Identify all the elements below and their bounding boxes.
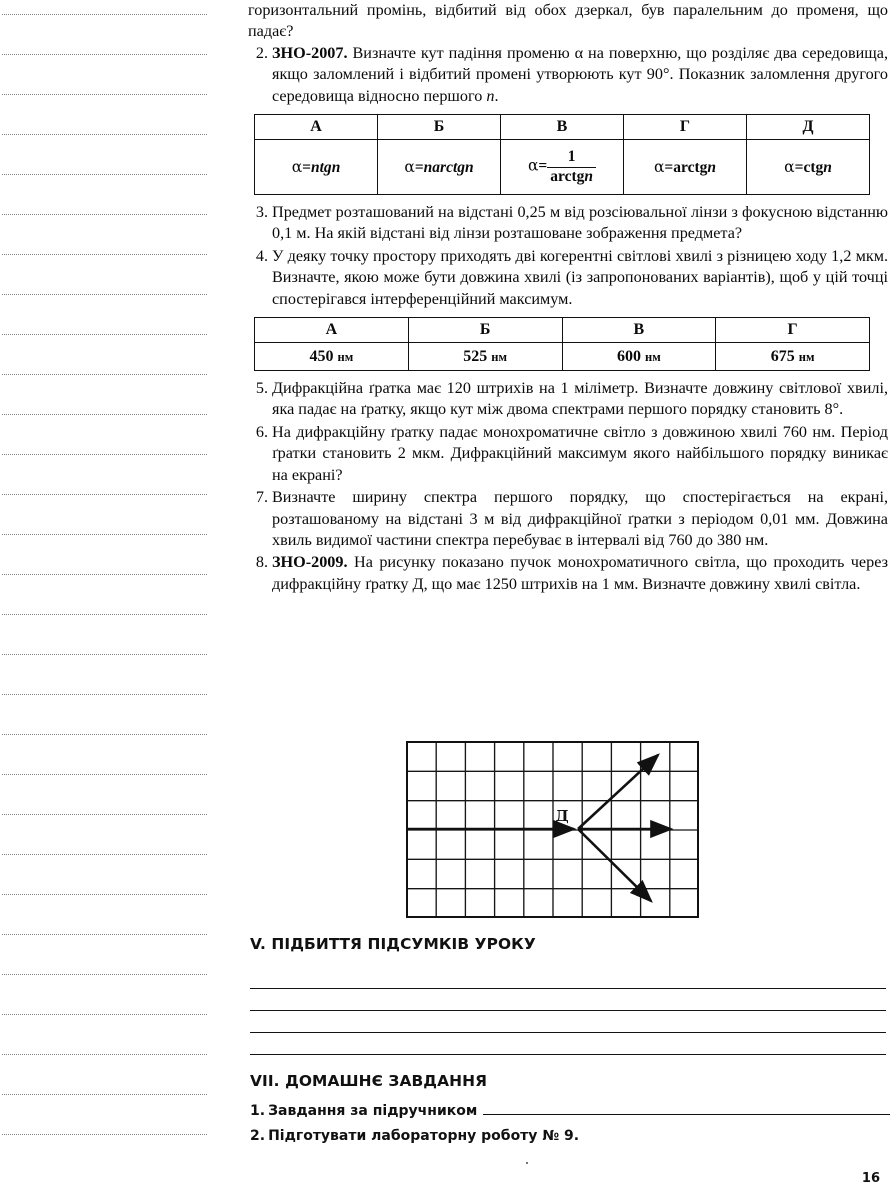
margin-rule	[2, 654, 207, 655]
exercise-text	[272, 552, 888, 595]
formula-g: α=arctgn	[653, 157, 717, 176]
table-row	[255, 343, 870, 371]
homework-item-number: 2.	[250, 1128, 266, 1144]
margin-rule	[2, 774, 207, 775]
grating-label: Д	[555, 807, 569, 825]
exercise-lead: ЗНО-2009.	[272, 553, 348, 572]
margin-rule	[2, 494, 207, 495]
table-header-cell: Г	[624, 115, 747, 140]
page-number: 16	[861, 1171, 880, 1186]
exercise-body: Визначте кут падіння променю α на поверхню, що розділяє два середовища, якщо заломлений і відбитий промені утворюють кут 90°. Показник заломлення другого середовища відносно першого	[272, 43, 888, 105]
unit-label: нм	[798, 349, 815, 364]
margin-rule	[2, 574, 207, 575]
upper-diffracted-beam-arrow	[578, 755, 658, 829]
margin-rule	[2, 14, 207, 15]
exercise-number: 5.	[255, 379, 268, 398]
homework-item-number: 1.	[250, 1103, 266, 1119]
writing-line	[250, 988, 886, 989]
table-cell-formula-b	[378, 140, 501, 195]
margin-rule	[2, 94, 207, 95]
exercise-number: 4.	[255, 246, 268, 265]
exercise-item	[248, 487, 888, 551]
summary-writing-lines	[250, 988, 886, 1055]
summary-section	[250, 935, 890, 953]
table-cell-wavelength: 675 нм	[716, 343, 870, 371]
answer-table-formulas	[254, 114, 870, 195]
exercise-body: У деяку точку простору приходять дві когерентні світлові хвилі з різницею ходу 1,2 мкм. Визначте, якою може бути довжина хвилі (із запропонованих варіантів), щоб у цій точці спостерігався інтерференційний максимум.	[272, 246, 888, 308]
exercise-tail: .	[494, 86, 499, 105]
exercise-body: Предмет розташований на відстані 0,25 м від розсіювальної лінзи з фокусною відстанню 0,1 м. На якій відстані від лінзи розташоване зображення предмета?	[272, 203, 888, 243]
homework-answer-rule	[483, 1114, 890, 1115]
table-header-row	[255, 318, 870, 343]
exercise-item	[248, 43, 888, 107]
fraction: $\frac{1}{\text{arctgn}}$	[547, 149, 596, 185]
intro-paragraph: горизонтальний промінь, відбитий від обох дзеркал, був паралельним до променя, що падає?	[248, 1, 888, 41]
margin-ruled-lines	[0, 0, 222, 1200]
figure-svg	[406, 741, 702, 919]
table-header-cell: А	[255, 115, 378, 140]
summary-heading: V. ПІДБИТТЯ ПІДСУМКІВ УРОКУ	[250, 935, 536, 953]
formula-v: α= $\frac{1}{\text{arctgn}}$	[528, 149, 596, 185]
formula-d: α=ctgn	[784, 157, 832, 176]
unit-label: нм	[645, 349, 661, 364]
exercise-item	[248, 246, 888, 310]
table-cell-formula-d	[747, 140, 870, 195]
table-cell-wavelength: 600 нм	[562, 343, 716, 371]
margin-rule	[2, 454, 207, 455]
margin-rule	[2, 854, 207, 855]
margin-rule	[2, 534, 207, 535]
margin-rule	[2, 974, 207, 975]
exercise-body: На дифракційну ґратку падає монохроматичне світло з довжиною хвилі 760 нм. Період ґратки становить 2 мкм. Дифракційний максимум якого найбільшого порядку виникає на екрані?	[272, 422, 888, 484]
exercise-var: n	[486, 86, 495, 105]
exercise-item	[248, 552, 888, 595]
exercise-body: Визначте ширину спектра першого порядку, що спостерігається на екрані, розташованому на відстані 3 м від дифракційної ґратки з періодом 0,01 мм. Довжина хвиль видимої частини спектра перебуває в інтервалі від 760 до 380 нм.	[272, 488, 888, 549]
homework-heading: VII. ДОМАШНЄ ЗАВДАННЯ	[250, 1072, 488, 1090]
formula-a: α=ntgn	[291, 157, 341, 176]
exercise-item	[248, 422, 888, 486]
table-header-cell: В	[501, 115, 624, 140]
table-header-cell: Б	[378, 115, 501, 140]
homework-item-text: Підготувати лабораторну роботу № 9.	[268, 1128, 580, 1144]
exercise-number: 6.	[255, 422, 268, 441]
margin-rule	[2, 694, 207, 695]
table-header-row	[255, 115, 870, 140]
homework-section	[250, 1072, 890, 1144]
margin-rule	[2, 1094, 207, 1095]
margin-rule	[2, 134, 207, 135]
answer-table-wavelengths	[254, 317, 870, 371]
margin-rule	[2, 334, 207, 335]
table-header-cell: Г	[716, 318, 870, 343]
margin-rule	[2, 894, 207, 895]
margin-rule	[2, 614, 207, 615]
margin-rule	[2, 374, 207, 375]
unit-label: нм	[491, 349, 507, 364]
margin-rule	[2, 814, 207, 815]
unit-label: нм	[337, 349, 354, 364]
margin-rule	[2, 214, 207, 215]
diffraction-grating-figure	[406, 741, 702, 924]
table-header-cell: Д	[747, 115, 870, 140]
margin-rule	[2, 1134, 207, 1135]
margin-rule	[2, 934, 207, 935]
exercise-number: 8.	[255, 553, 268, 572]
exercise-number: 2.	[255, 43, 268, 62]
homework-item-1	[250, 1103, 890, 1119]
exercise-lead: ЗНО-2007.	[272, 43, 348, 62]
margin-rule	[2, 1014, 207, 1015]
margin-rule	[2, 174, 207, 175]
writing-line	[250, 1010, 886, 1011]
margin-rule	[2, 734, 207, 735]
table-header-cell: Б	[408, 318, 562, 343]
exercise-number: 7.	[255, 488, 268, 507]
exercise-item	[248, 202, 888, 245]
exercise-item	[248, 378, 888, 421]
margin-rule	[2, 54, 207, 55]
margin-rule	[2, 254, 207, 255]
margin-rule	[2, 414, 207, 415]
writing-line	[250, 1054, 886, 1055]
writing-line	[250, 1032, 886, 1033]
exercise-body: На рисунку показано пучок монохроматичного світла, що проходить через дифракційну ґратку Д, що має 1250 штрихів на 1 мм. Визначте довжину хвилі світла.	[272, 553, 888, 593]
margin-rule	[2, 1054, 207, 1055]
exercise-body: Дифракційна ґратка має 120 штрихів на 1 міліметр. Визначте довжину світлової хвилі, яка падає на ґратку, якщо кут між двома спектрами першого порядку становить 8°.	[272, 379, 888, 419]
table-cell-wavelength: 450 нм	[255, 343, 409, 371]
table-header-cell: В	[562, 318, 716, 343]
margin-rule	[2, 294, 207, 295]
exercise-text	[272, 43, 888, 107]
formula-b: α=narctgn	[404, 157, 474, 176]
table-cell-formula-a	[255, 140, 378, 195]
table-cell-formula-v	[501, 140, 624, 195]
homework-item-text: Завдання за підручником	[268, 1103, 478, 1119]
homework-item-2	[250, 1128, 890, 1144]
table-cell-formula-g	[624, 140, 747, 195]
page-speck	[526, 1162, 528, 1164]
table-row	[255, 140, 870, 195]
exercise-number: 3.	[255, 203, 268, 222]
table-cell-wavelength: 525 нм	[408, 343, 562, 371]
table-header-cell: А	[255, 318, 409, 343]
